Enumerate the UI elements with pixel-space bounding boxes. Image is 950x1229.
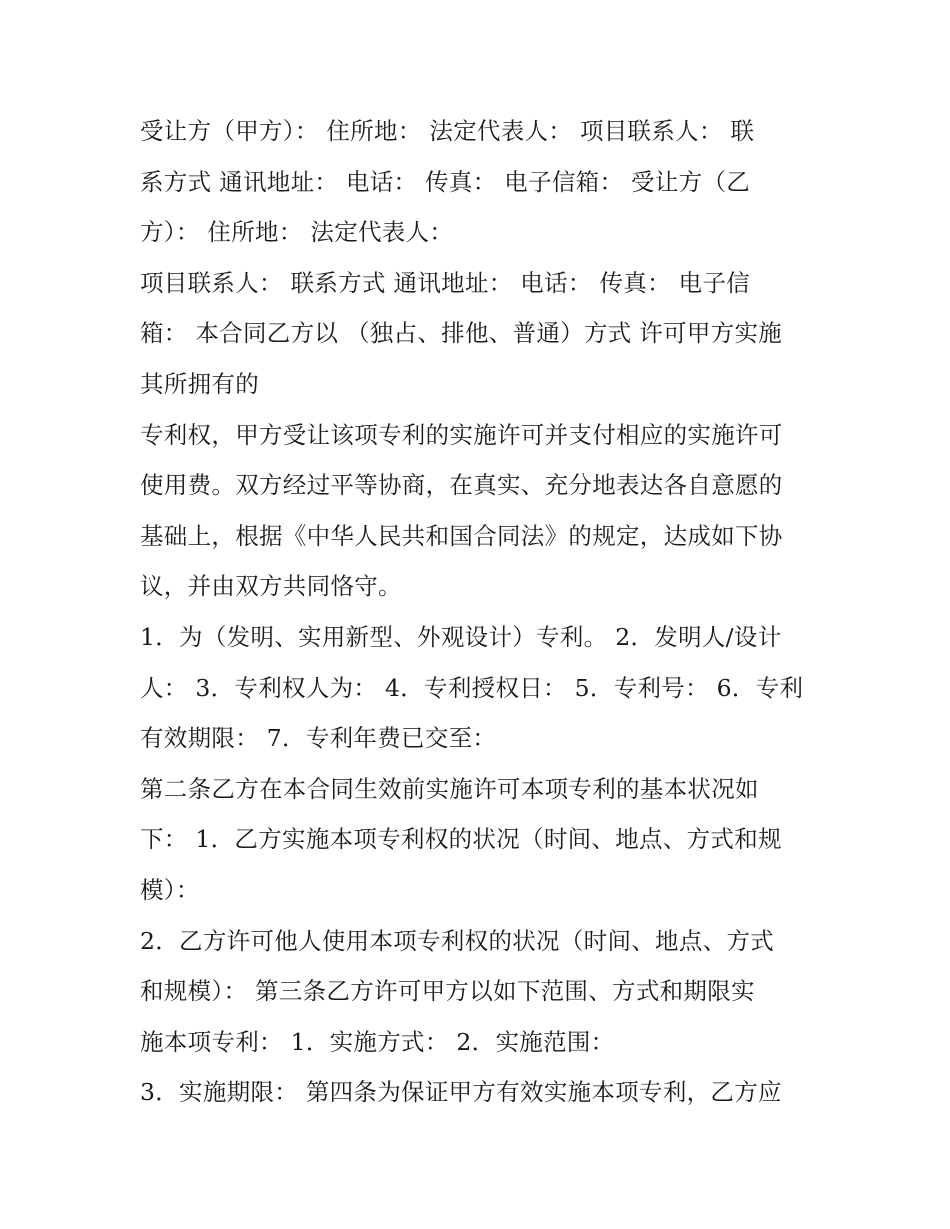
text-line-14: 第二条乙方在本合同生效前实施许可本项专利的基本状况如 — [140, 774, 759, 803]
text-line-10: 议，并由双方共同恪守。 — [140, 572, 402, 601]
text-line-1: 受让方（甲方）： 住所地： 法定代表人： 项目联系人： 联 — [140, 117, 755, 145]
text-line-16: 模）： — [140, 875, 200, 904]
text-line-7: 专利权，甲方受让该项专利的实施许可并支付相应的实施许可 — [140, 420, 783, 449]
text-line-20: 3．实施期限： 第四条为保证甲方有效实施本项专利，乙方应 — [140, 1078, 782, 1107]
text-line-18: 和规模）： 第三条乙方许可甲方以如下范围、方式和期限实 — [140, 977, 755, 1006]
text-line-11: 1．为（发明、实用新型、外观设计）专利。 2．发明人/设计 — [140, 622, 782, 651]
text-line-5: 箱： 本合同乙方以 （独占、排他、普通）方式 许可甲方实施 — [140, 319, 783, 348]
text-line-15: 下： 1．乙方实施本项专利权的状况（时间、地点、方式和规 — [140, 825, 782, 854]
text-line-13: 有效期限： 7．专利年费已交至： — [140, 724, 497, 753]
text-line-4: 项目联系人： 联系方式 通讯地址： 电话： 传真： 电子信 — [140, 268, 751, 297]
document-body — [140, 106, 820, 1118]
text-line-3: 方）： 住所地： 法定代表人： — [140, 218, 454, 247]
text-line-6: 其所拥有的 — [140, 369, 259, 398]
text-line-17: 2．乙方许可他人使用本项专利权的状况（时间、地点、方式 — [140, 926, 775, 955]
text-line-9: 基础上，根据《中华人民共和国合同法》的规定，达成如下协 — [140, 521, 783, 550]
text-line-2: 系方式 通讯地址： 电话： 传真： 电子信箱： 受让方（乙 — [140, 167, 751, 196]
text-line-8: 使用费。双方经过平等协商，在真实、充分地表达各自意愿的 — [140, 471, 783, 500]
text-line-12: 人： 3．专利权人为： 4．专利授权日： 5．专利号： 6．专利 — [140, 673, 804, 702]
text-line-19: 施本项专利： 1．实施方式： 2．实施范围： — [140, 1027, 615, 1056]
